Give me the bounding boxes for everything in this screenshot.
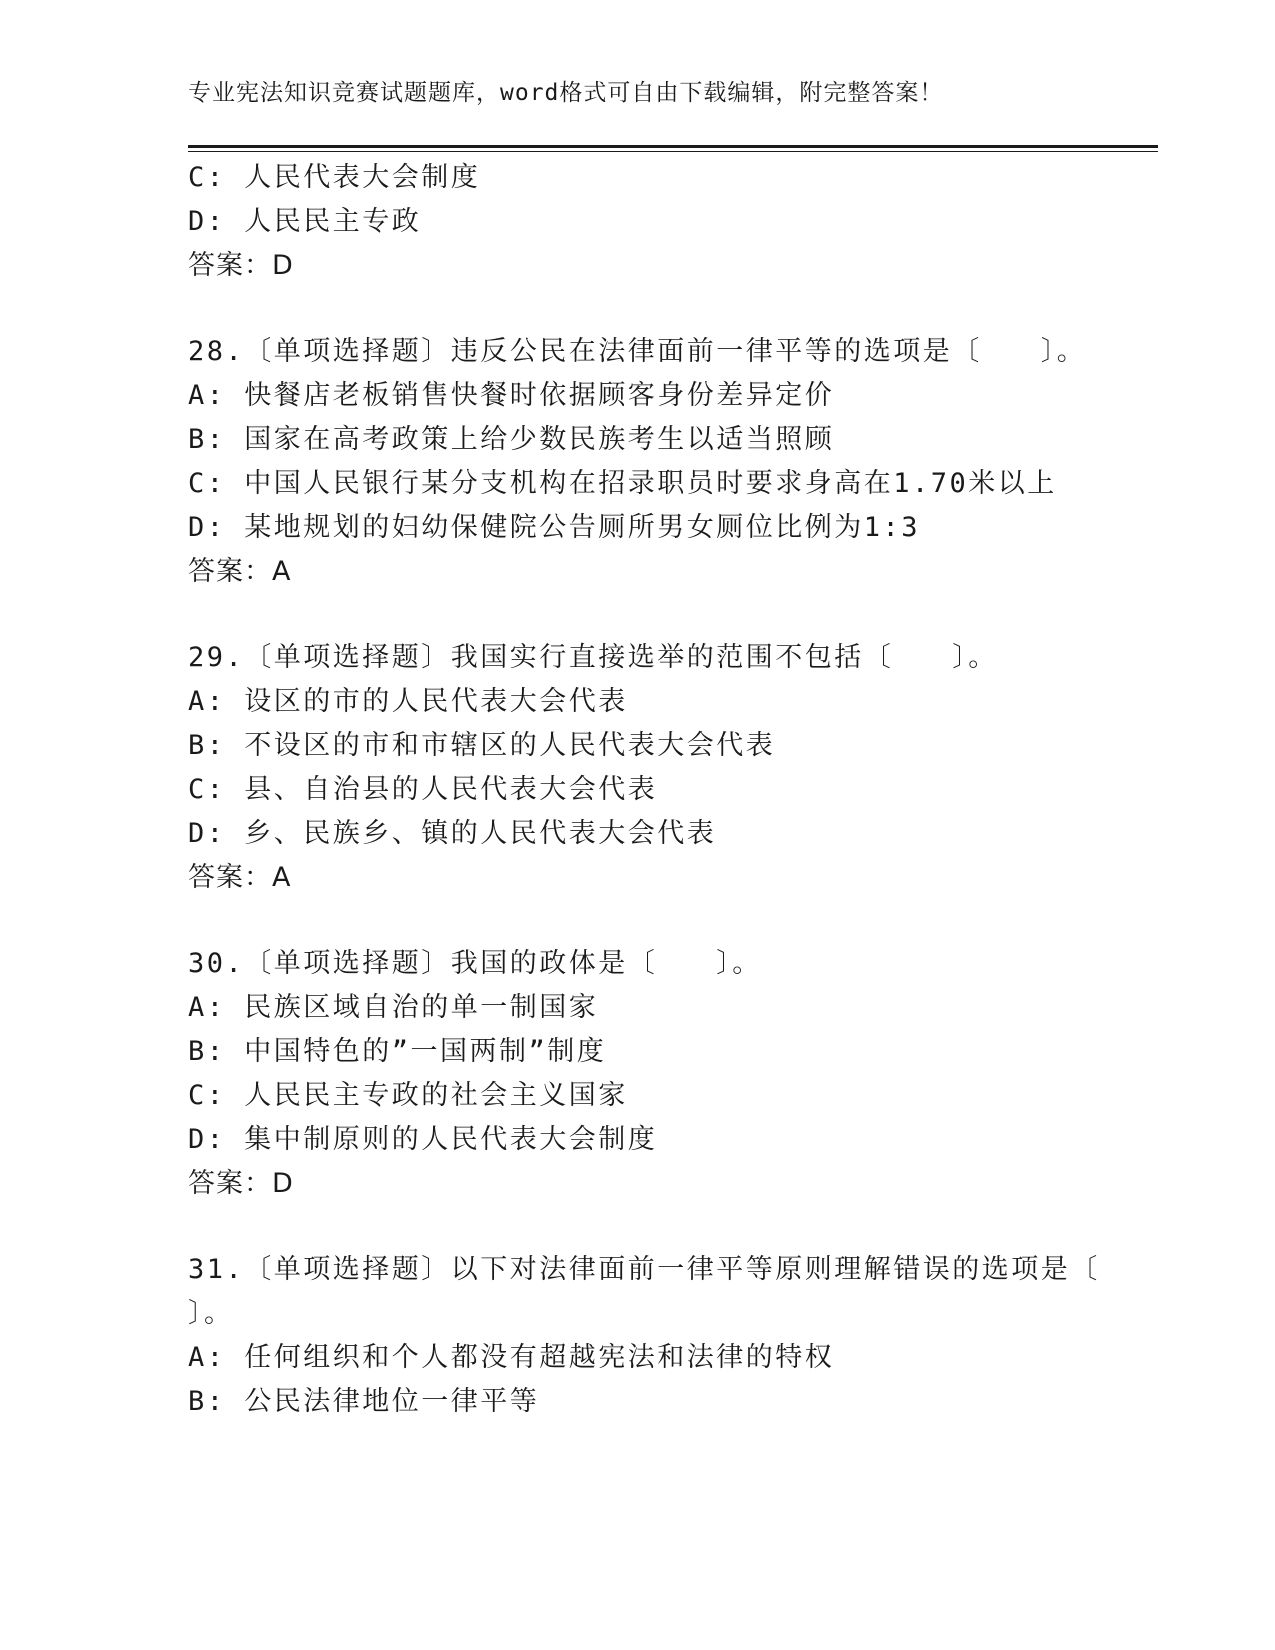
question-stem-29: 29.〔单项选择题〕我国实行直接选举的范围不包括〔 〕。 bbox=[188, 642, 998, 673]
option-a: A: 快餐店老板销售快餐时依据顾客身份差异定价 bbox=[188, 380, 835, 411]
option-d: D: 某地规划的妇幼保健院公告厕所男女厕位比例为1:3 bbox=[188, 512, 921, 543]
question-stem-31-continued: 〕。 bbox=[188, 1298, 234, 1329]
option-b: B: 国家在高考政策上给少数民族考生以适当照顾 bbox=[188, 424, 835, 455]
header-rule-thick bbox=[188, 145, 1158, 148]
answer-line: 答案：A bbox=[188, 556, 292, 587]
header-rule-thin bbox=[188, 151, 1158, 152]
option-a: A: 民族区域自治的单一制国家 bbox=[188, 992, 599, 1023]
option-c: C: 人民民主专政的社会主义国家 bbox=[188, 1080, 628, 1111]
answer-line: 答案：D bbox=[188, 250, 294, 281]
question-stem-30: 30.〔单项选择题〕我国的政体是〔 〕。 bbox=[188, 948, 762, 979]
answer-line: 答案：D bbox=[188, 1168, 294, 1199]
page-header: 专业宪法知识竞赛试题题库，word格式可自由下载编辑，附完整答案！ bbox=[188, 80, 944, 106]
option-d: D: 乡、民族乡、镇的人民代表大会代表 bbox=[188, 818, 717, 849]
option-a: A: 任何组织和个人都没有超越宪法和法律的特权 bbox=[188, 1342, 835, 1373]
option-d: D: 人民民主专政 bbox=[188, 206, 422, 237]
option-a: A: 设区的市的人民代表大会代表 bbox=[188, 686, 628, 717]
option-b: B: 中国特色的”一国两制”制度 bbox=[188, 1036, 607, 1067]
option-b: B: 公民法律地位一律平等 bbox=[188, 1386, 540, 1417]
option-b: B: 不设区的市和市辖区的人民代表大会代表 bbox=[188, 730, 776, 761]
option-c: C: 人民代表大会制度 bbox=[188, 162, 481, 193]
question-stem-28: 28.〔单项选择题〕违反公民在法律面前一律平等的选项是〔 〕。 bbox=[188, 336, 1087, 367]
option-d: D: 集中制原则的人民代表大会制度 bbox=[188, 1124, 658, 1155]
option-c: C: 中国人民银行某分支机构在招录职员时要求身高在1.70米以上 bbox=[188, 468, 1057, 499]
option-c: C: 县、自治县的人民代表大会代表 bbox=[188, 774, 658, 805]
question-stem-31: 31.〔单项选择题〕以下对法律面前一律平等原则理解错误的选项是〔 bbox=[188, 1254, 1100, 1285]
answer-line: 答案：A bbox=[188, 862, 292, 893]
